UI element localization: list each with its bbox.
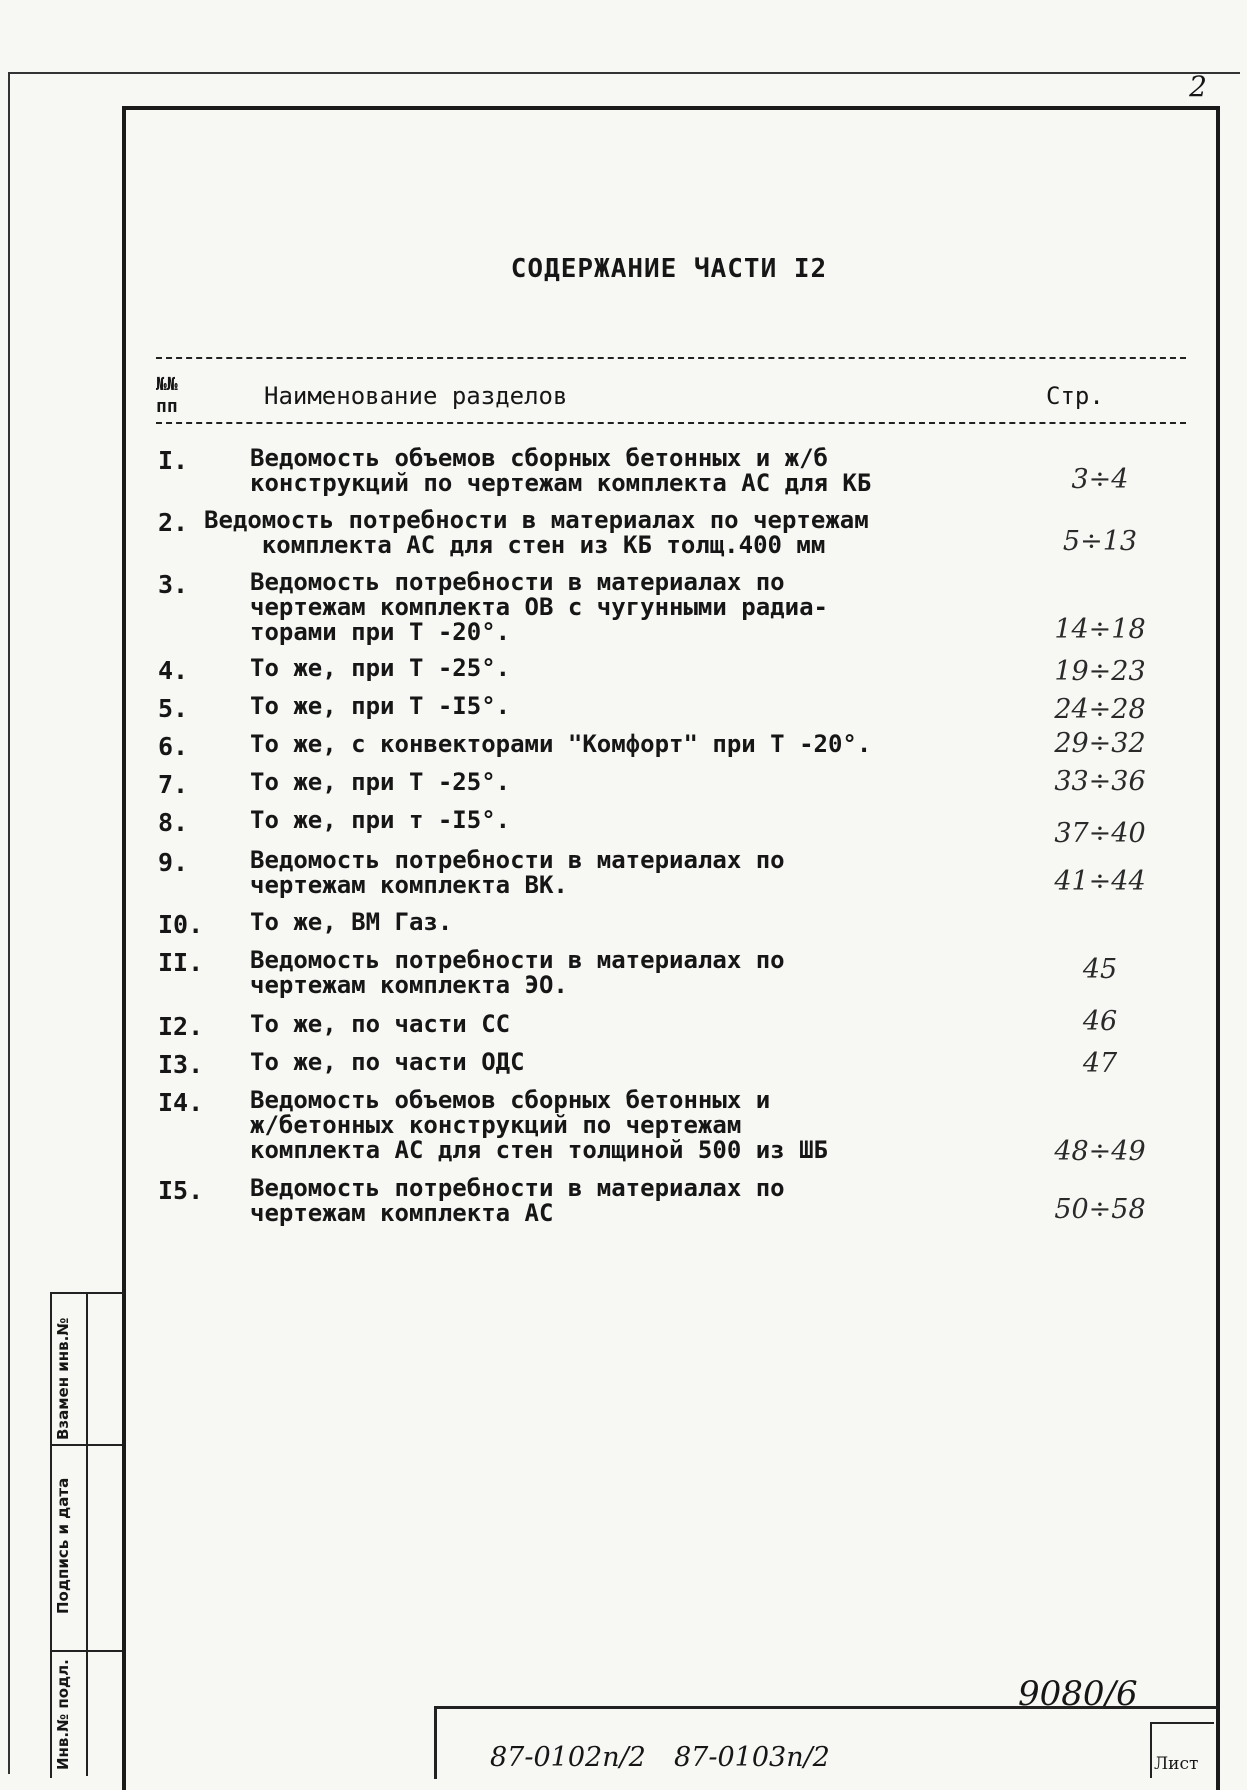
row-num: 4. — [158, 656, 189, 685]
stamp-sign-label: Подпись и дата — [54, 1477, 72, 1614]
row-pages: 41÷44 — [1054, 866, 1146, 897]
header-bottom-rule — [156, 422, 1186, 424]
row-num: 7. — [158, 770, 189, 799]
row-text: Ведомость объемов сборных бетонных и ж/бетонных конструкций по чертежам комплекта АС для стен толщиной 500 из ШБ — [250, 1086, 828, 1164]
row-text: То же, при Т -I5°. — [250, 692, 511, 720]
stamp-replace-label: Взамен инв.№ — [54, 1317, 72, 1440]
row-text: То же, по части СС — [250, 1010, 511, 1038]
doc-code: 87-0102п/2 — [490, 1742, 646, 1773]
row-pages: 45 — [1082, 954, 1118, 985]
row-text: Ведомость потребности в материалах по чертежам комплекта ЭО. — [250, 946, 785, 999]
row-text: Ведомость потребности в материалах по чертежам комплекта ОВ с чугунными радиа- торами при Т -20°. — [250, 568, 828, 646]
header-name-col: Наименование разделов — [264, 382, 568, 410]
row-num: 5. — [158, 694, 189, 723]
row-text: То же, ВМ Газ. — [250, 908, 453, 936]
row-pages: 29÷32 — [1054, 728, 1146, 759]
header-top-rule — [156, 357, 1186, 359]
row-pages: 19÷23 — [1054, 656, 1146, 687]
row-pages: 33÷36 — [1054, 766, 1146, 797]
row-num: 8. — [158, 808, 189, 837]
row-text: Ведомость объемов сборных бетонных и ж/б конструкций по чертежам комплекта АС для КБ — [250, 444, 872, 497]
row-pages: 48÷49 — [1054, 1136, 1146, 1167]
row-num: I2. — [158, 1012, 204, 1041]
row-num: II. — [158, 948, 204, 977]
row-text: То же, при Т -25°. — [250, 654, 511, 682]
row-num: I0. — [158, 910, 204, 939]
stamp-rule — [50, 1444, 122, 1446]
doc-code: 87-0103п/2 — [674, 1742, 830, 1773]
page-title: СОДЕРЖАНИЕ ЧАСТИ I2 — [510, 254, 828, 284]
row-num: 3. — [158, 570, 189, 599]
stamp-divider — [86, 1292, 88, 1776]
sheet-number: 2 — [1189, 70, 1207, 103]
row-pages: 3÷4 — [1071, 464, 1129, 495]
header-page-col: Стр. — [1046, 382, 1104, 410]
row-num: I. — [158, 446, 189, 475]
header-num-col: №№ пп — [156, 374, 178, 417]
row-pages: 14÷18 — [1054, 614, 1146, 645]
row-num: I4. — [158, 1088, 204, 1117]
row-text: Ведомость потребности в материалах по чертежам комплекта АС для стен из КБ толщ.400 мм — [204, 506, 869, 559]
row-text: То же, при т -I5°. — [250, 806, 511, 834]
row-num: I5. — [158, 1176, 204, 1205]
stamp-rule — [50, 1650, 122, 1652]
row-num: 6. — [158, 732, 189, 761]
sheet-label: Лист — [1154, 1754, 1199, 1774]
row-text: То же, с конвекторами "Комфорт" при Т -20°. — [250, 730, 872, 758]
row-num: 2. — [158, 508, 189, 537]
row-text: Ведомость потребности в материалах по чертежам комплекта ВК. — [250, 846, 785, 899]
row-pages: 47 — [1082, 1048, 1118, 1079]
row-num: I3. — [158, 1050, 204, 1079]
row-num: 9. — [158, 848, 189, 877]
row-text: Ведомость потребности в материалах по чертежам комплекта АС — [250, 1174, 785, 1227]
archive-number: 9080/6 — [1018, 1674, 1138, 1714]
row-pages: 37÷40 — [1054, 818, 1146, 849]
row-pages: 46 — [1082, 1006, 1118, 1037]
row-text: То же, по части ОДС — [250, 1048, 525, 1076]
row-pages: 24÷28 — [1054, 694, 1146, 725]
row-pages: 50÷58 — [1054, 1194, 1146, 1225]
stamp-inv-label: Инв.№ подл. — [54, 1659, 72, 1770]
row-text: То же, при Т -25°. — [250, 768, 511, 796]
row-pages: 5÷13 — [1062, 526, 1138, 557]
